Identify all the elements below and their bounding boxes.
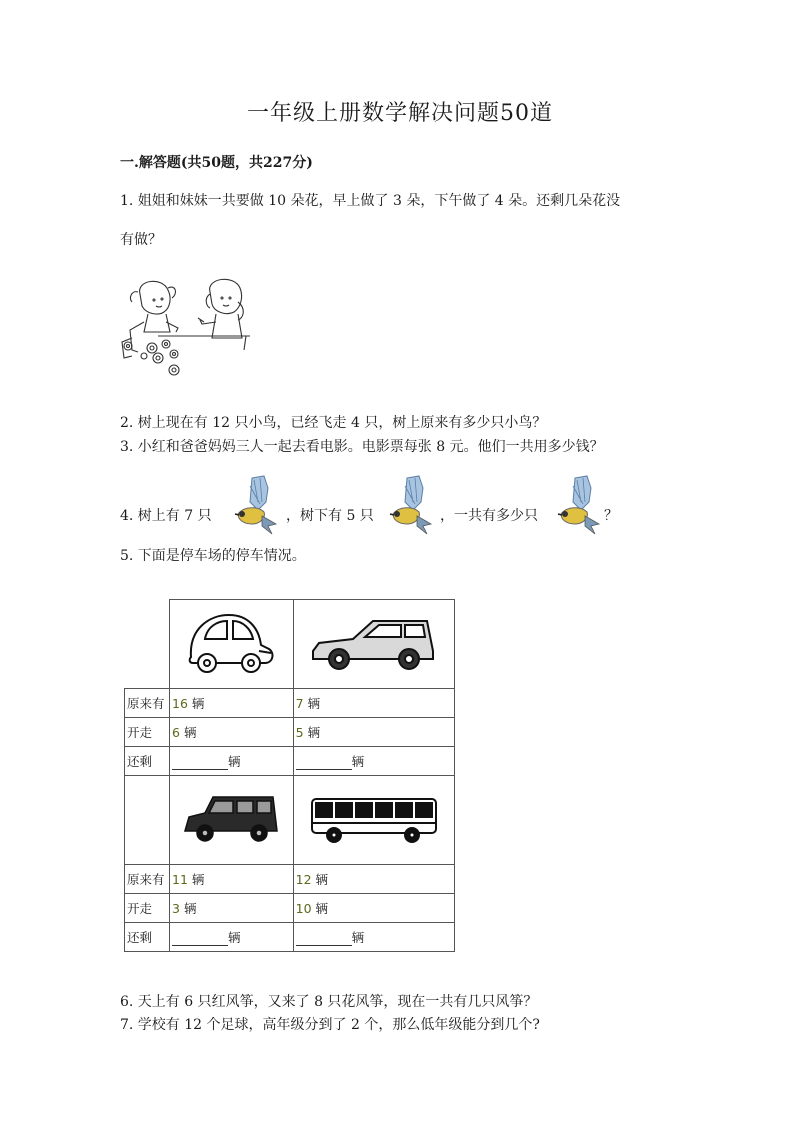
block2-col2-original: 12 辆 bbox=[293, 865, 454, 894]
label-original: 原来有 bbox=[125, 689, 170, 718]
block1-col2-remain: 辆 bbox=[293, 747, 454, 776]
block2-col1-left: 3 辆 bbox=[170, 894, 294, 923]
block1-col2-left: 5 辆 bbox=[293, 718, 454, 747]
bird-icon bbox=[228, 472, 280, 540]
bird-icon bbox=[383, 472, 435, 540]
question-6: 6. 天上有 6 只红风筝，又来了 8 只花风筝，现在一共有几只风筝？ bbox=[120, 994, 538, 1010]
block1-col1-left: 6 辆 bbox=[170, 718, 294, 747]
parking-table bbox=[124, 599, 455, 952]
van-icon bbox=[181, 791, 281, 847]
block1-col1-original: 16 辆 bbox=[170, 689, 294, 718]
sedan-car-icon bbox=[309, 611, 439, 675]
block1-col1-remain: 辆 bbox=[170, 747, 294, 776]
label-left: 开走 bbox=[125, 718, 170, 747]
page-title: 一年级上册数学解决问题50道 bbox=[247, 101, 553, 126]
label-original: 原来有 bbox=[125, 865, 170, 894]
question-7: 7. 学校有 12 个足球，高年级分到了 2 个，那么低年级能分到几个? bbox=[120, 1017, 540, 1033]
beetle-car-cell bbox=[170, 600, 294, 689]
bus-icon bbox=[308, 793, 440, 845]
label-remain: 还剩 bbox=[125, 923, 170, 952]
bird-icon bbox=[551, 472, 603, 540]
sedan-car-cell bbox=[293, 600, 454, 689]
block2-col1-original: 11 辆 bbox=[170, 865, 294, 894]
section-heading: 一.解答题(共50题，共227分) bbox=[120, 155, 313, 171]
block2-col2-remain: 辆 bbox=[293, 923, 454, 952]
question-4-part-a: 4. 树上有 7 只 bbox=[120, 508, 212, 524]
van-cell bbox=[170, 776, 294, 865]
question-4-part-c: ，一共有多少只 bbox=[440, 508, 538, 524]
block1-col2-original: 7 辆 bbox=[293, 689, 454, 718]
question-4-part-d: ？ bbox=[604, 508, 618, 524]
question-2: 2. 树上现在有 12 只小鸟，已经飞走 4 只，树上原来有多少只小鸟？ bbox=[120, 415, 547, 431]
question-5: 5. 下面是停车场的停车情况。 bbox=[120, 548, 306, 564]
question-1-line-1: 1. 姐姐和妹妹一共要做 10 朵花，早上做了 3 朵，下午做了 4 朵。还剩几朵花没 bbox=[120, 193, 621, 209]
block2-col2-left: 10 辆 bbox=[293, 894, 454, 923]
label-remain: 还剩 bbox=[125, 747, 170, 776]
girls-illustration bbox=[118, 272, 258, 378]
block2-col1-remain: 辆 bbox=[170, 923, 294, 952]
label-left: 开走 bbox=[125, 894, 170, 923]
beetle-car-icon bbox=[185, 609, 277, 677]
question-4-part-b: ，树下有 5 只 bbox=[286, 508, 374, 524]
question-3: 3. 小红和爸爸妈妈三人一起去看电影。电影票每张 8 元。他们一共用多少钱？ bbox=[120, 439, 604, 455]
question-1-line-2: 有做？ bbox=[120, 232, 162, 248]
bus-cell bbox=[293, 776, 454, 865]
